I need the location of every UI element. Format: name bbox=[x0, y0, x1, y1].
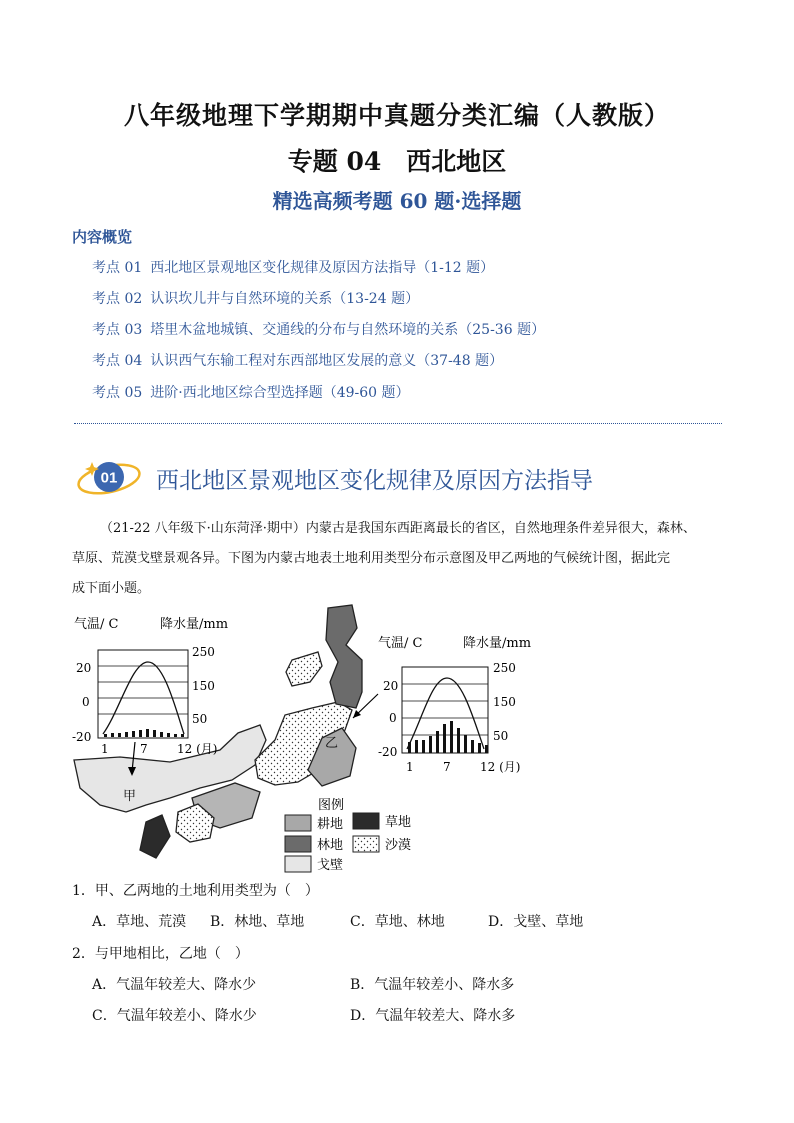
right-chart-precip-label: 降水量/mm bbox=[463, 636, 532, 651]
q1-option-a[interactable]: A．草地、荒漠 bbox=[92, 914, 187, 930]
right-precip-tick: 250 bbox=[493, 661, 516, 675]
toc-item-number: 考点 01 bbox=[92, 260, 143, 276]
q1-option-c[interactable]: C．草地、林地 bbox=[350, 914, 445, 930]
place-label-jia: 甲 bbox=[123, 789, 137, 804]
left-precip-tick: 150 bbox=[192, 679, 215, 693]
left-temp-tick: 20 bbox=[76, 661, 92, 675]
right-x-tick: 1 bbox=[406, 760, 414, 774]
desert-region-north bbox=[286, 652, 322, 686]
q1-option-d[interactable]: D．戈壁、草地 bbox=[488, 914, 584, 930]
grassland-region bbox=[140, 815, 170, 858]
q2-option-b[interactable]: B．气温年较差小、降水多 bbox=[350, 977, 515, 993]
left-chart-precip-label: 降水量/mm bbox=[160, 617, 229, 632]
left-x-tick: 7 bbox=[140, 742, 148, 756]
forest-region bbox=[326, 605, 362, 708]
question-intro bbox=[72, 514, 732, 604]
left-temp-tick: -20 bbox=[72, 730, 92, 744]
question-2-stem: 2．与甲地相比，乙地（ ） bbox=[72, 946, 249, 962]
q2-option-a[interactable]: A．气温年较差大、降水少 bbox=[92, 977, 257, 993]
toc-item-number: 考点 05 bbox=[92, 385, 143, 401]
section-badge-number: 01 bbox=[100, 469, 118, 487]
left-temp-tick: 0 bbox=[82, 695, 90, 709]
toc-item-text: 塔里木盆地城镇、交通线的分布与自然环境的关系（25-36 题） bbox=[150, 322, 546, 338]
left-x-tick: 1 bbox=[101, 742, 109, 756]
legend-title: 图例 bbox=[318, 798, 345, 813]
legend-item-forest: 林地 bbox=[317, 838, 344, 853]
toc-item[interactable] bbox=[92, 350, 503, 370]
right-precip-tick: 50 bbox=[493, 729, 509, 743]
subtitle: 精选高频考题 60 题·选择题 bbox=[272, 189, 522, 213]
section-badge bbox=[76, 456, 146, 498]
right-temp-tick: 20 bbox=[383, 679, 399, 693]
legend-item-farmland: 耕地 bbox=[317, 817, 344, 832]
toc-item-number: 考点 02 bbox=[92, 291, 143, 307]
toc-item[interactable] bbox=[92, 257, 494, 277]
toc-item-text: 西北地区景观地区变化规律及原因方法指导（1-12 题） bbox=[150, 260, 495, 276]
intro-line: （21-22 八年级下·山东菏泽·期中）内蒙古是我国东西距离最长的省区，自然地理条件差异很大，森林、 bbox=[100, 521, 696, 536]
toc-item[interactable] bbox=[92, 382, 410, 402]
figure-map-and-climate-charts bbox=[60, 600, 540, 875]
legend-item-grassland: 草地 bbox=[385, 815, 412, 830]
place-label-yi: 乙 bbox=[325, 736, 339, 751]
toc-item[interactable] bbox=[92, 319, 545, 339]
right-x-tick: 7 bbox=[443, 760, 451, 774]
legend-item-desert: 沙漠 bbox=[385, 838, 412, 853]
section-title: 西北地区景观地区变化规律及原因方法指导 bbox=[156, 468, 593, 494]
toc-item-number: 考点 03 bbox=[92, 322, 143, 338]
right-precip-tick: 150 bbox=[493, 695, 516, 709]
document-title: 八年级地理下学期期中真题分类汇编（人教版） bbox=[123, 101, 670, 130]
q2-option-d[interactable]: D．气温年较差大、降水多 bbox=[350, 1008, 516, 1024]
topic-title: 专题 04 西北地区 bbox=[287, 147, 507, 176]
right-climate-chart bbox=[402, 667, 488, 753]
q1-option-b[interactable]: B．林地、草地 bbox=[210, 914, 305, 930]
toc-item-text: 认识西气东输工程对东西部地区发展的意义（37-48 题） bbox=[150, 353, 504, 369]
left-precip-tick: 250 bbox=[192, 645, 215, 659]
map-legend bbox=[285, 798, 411, 873]
left-precip-tick: 50 bbox=[192, 712, 208, 726]
legend-item-gobi: 戈壁 bbox=[317, 858, 344, 873]
right-chart-temp-label: 气温/ C bbox=[378, 636, 423, 651]
toc-item[interactable] bbox=[92, 288, 419, 308]
toc-item-number: 考点 04 bbox=[92, 353, 143, 369]
left-climate-chart bbox=[98, 650, 188, 738]
intro-line: 草原、荒漠戈壁景观各异。下图为内蒙古地表土地利用类型分布示意图及甲乙两地的气候统计图，据此完 bbox=[72, 551, 671, 566]
left-x-tick: 12 (月) bbox=[177, 742, 218, 756]
right-temp-tick: -20 bbox=[378, 745, 398, 759]
overview-heading: 内容概览 bbox=[72, 228, 133, 246]
intro-line: 成下面小题。 bbox=[72, 581, 151, 596]
toc-item-text: 认识坎儿井与自然环境的关系（13-24 题） bbox=[150, 291, 420, 307]
question-1-stem: 1．甲、乙两地的土地利用类型为（ ） bbox=[72, 883, 319, 899]
left-chart-temp-label: 气温/ C bbox=[74, 617, 119, 632]
toc-item-text: 进阶·西北地区综合型选择题（49-60 题） bbox=[150, 385, 410, 401]
right-x-tick: 12 (月) bbox=[480, 760, 521, 774]
q2-option-c[interactable]: C．气温年较差小、降水少 bbox=[92, 1008, 257, 1024]
right-temp-tick: 0 bbox=[389, 711, 397, 725]
section-divider bbox=[74, 423, 722, 424]
